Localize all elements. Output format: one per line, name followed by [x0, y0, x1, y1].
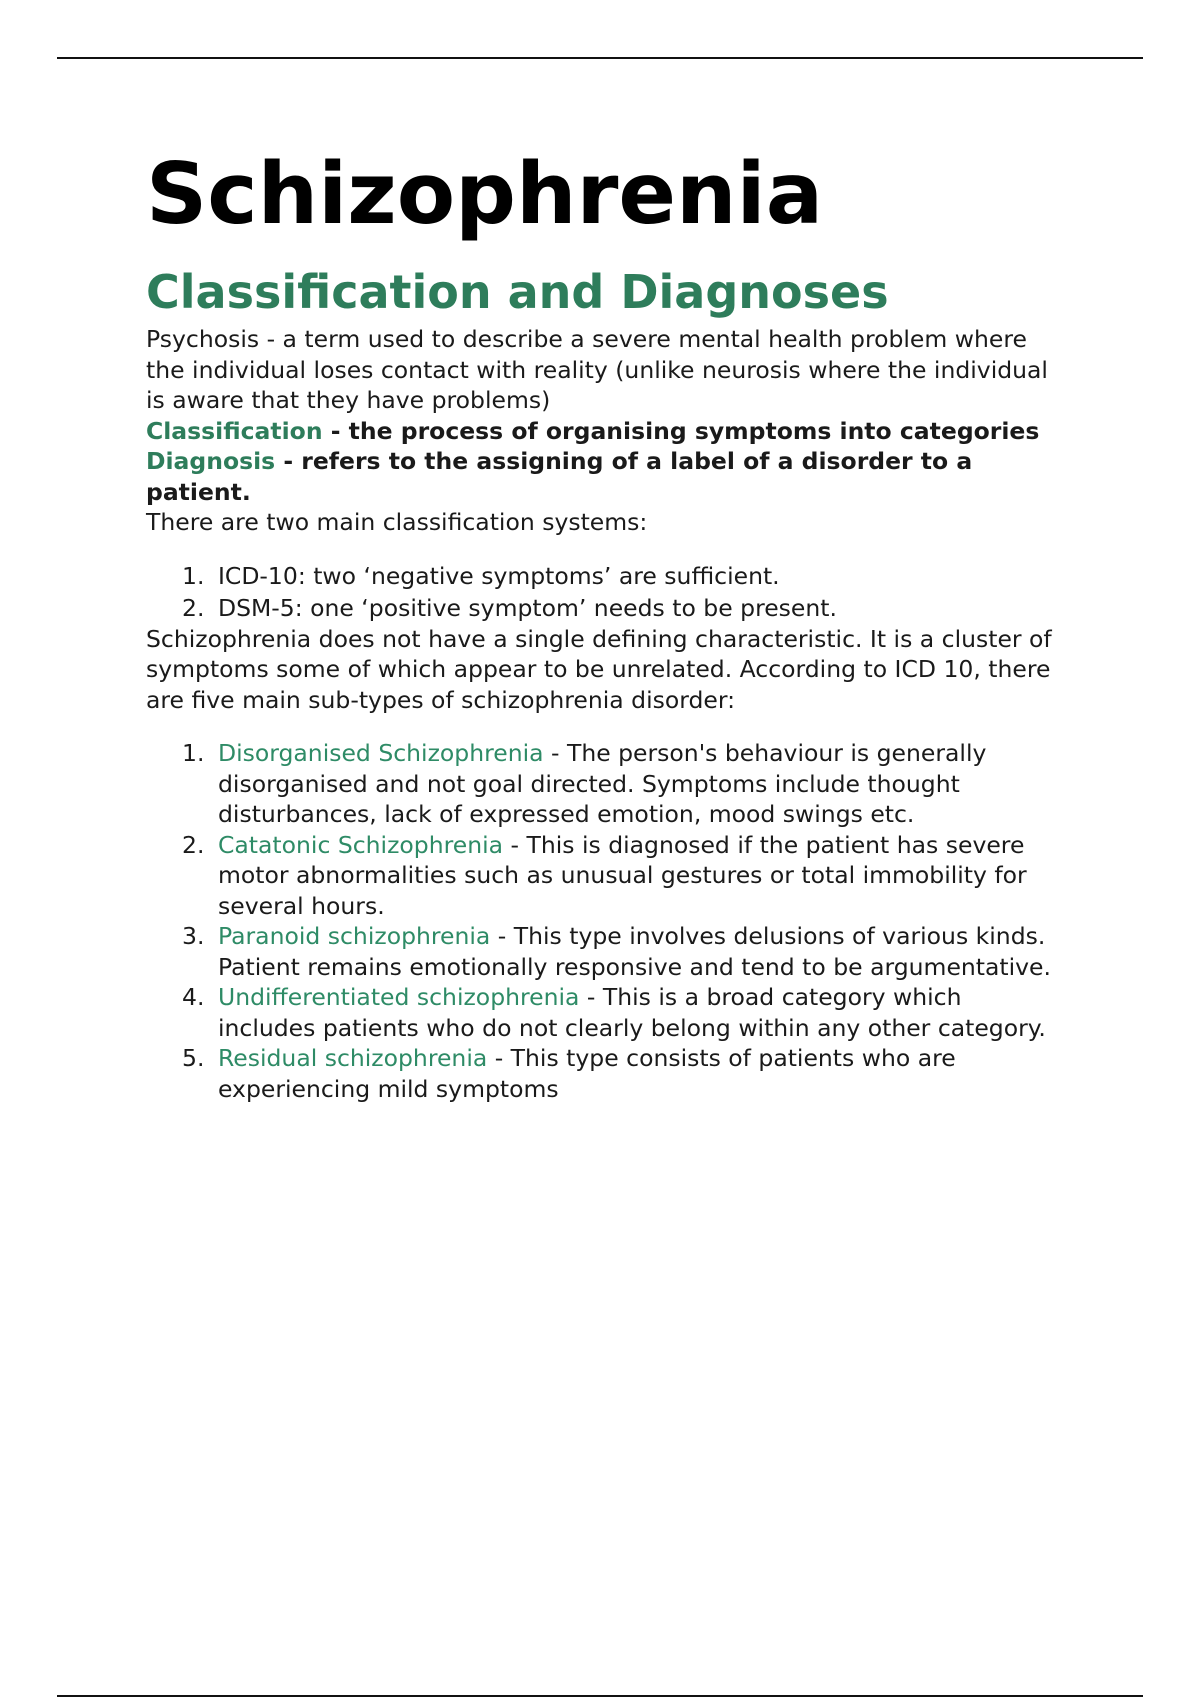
list-number: 5.	[182, 1044, 205, 1072]
list-number: 2.	[182, 594, 205, 622]
cluster-paragraph: Schizophrenia does not have a single defining characteristic. It is a cluster of symptoms some of which appear to be unrelated. According to ICD 10, there are five main sub-types of schizophrenia disorder:	[146, 624, 1052, 714]
subtype-term: Catatonic Schizophrenia	[218, 830, 504, 859]
classification-text: - the process of organising symptoms into categories	[322, 416, 1040, 445]
list-item	[146, 593, 1066, 624]
list-item	[146, 561, 1066, 592]
subtype-description: - This type involves delusions of various kinds. Patient remains emotionally responsive and tend to be argumentative.	[218, 922, 1051, 981]
list-number: 1.	[182, 561, 205, 590]
subtypes-list	[146, 738, 1066, 1104]
diagnosis-term: Diagnosis	[146, 447, 276, 475]
list-item	[146, 982, 1066, 1043]
subtype-description: - The person's behaviour is generally disorganised and not goal directed. Symptoms include thought disturbances, lack of expressed emotion, mood swings etc.	[218, 739, 987, 828]
diagnosis-definition	[146, 446, 1066, 507]
list-item	[146, 921, 1066, 982]
list-item	[146, 738, 1066, 830]
subtype-term: Residual schizophrenia	[218, 1044, 488, 1072]
list-number: 4.	[182, 983, 205, 1011]
list-number: 1.	[182, 739, 205, 767]
classification-definition	[146, 416, 1066, 447]
list-number: 2.	[182, 830, 205, 859]
bottom-rule	[57, 1695, 1143, 1697]
intro-paragraph: Psychosis - a term used to describe a severe mental health problem where the individual loses contact with reality (unlike neurosis where the individual is aware that they have problems)	[146, 325, 1048, 414]
diagnosis-text: - refers to the assigning of a label of a disorder to a patient.	[146, 447, 973, 506]
classification-term: Classification	[146, 416, 323, 445]
list-item	[146, 1043, 1066, 1104]
top-rule	[57, 57, 1143, 59]
subtype-term: Disorganised Schizophrenia	[218, 739, 544, 767]
subtype-description: - This is diagnosed if the patient has severe motor abnormalities such as unusual gestures or total immobility for several hours.	[218, 830, 1027, 920]
classification-systems-list	[146, 561, 1066, 624]
subtype-description: - This is a broad category which includes patients who do not clearly belong within any other category.	[218, 983, 1046, 1042]
systems-intro: There are two main classification systems:	[146, 508, 648, 536]
list-item-text: DSM-5: one ‘positive symptom’ needs to be present.	[218, 594, 837, 622]
subtype-description: - This type consists of patients who are experiencing mild symptoms	[218, 1044, 956, 1103]
list-number: 3.	[182, 922, 205, 950]
list-item-text: ICD-10: two ‘negative symptoms’ are sufficient.	[218, 561, 780, 590]
document-body	[146, 140, 1066, 1104]
subtype-term: Paranoid schizophrenia	[218, 922, 491, 950]
page-title: Schizophrenia	[146, 145, 824, 244]
subtype-term: Undifferentiated schizophrenia	[218, 983, 580, 1011]
page-subtitle: Classification and Diagnoses	[146, 265, 889, 319]
list-item	[146, 830, 1066, 922]
